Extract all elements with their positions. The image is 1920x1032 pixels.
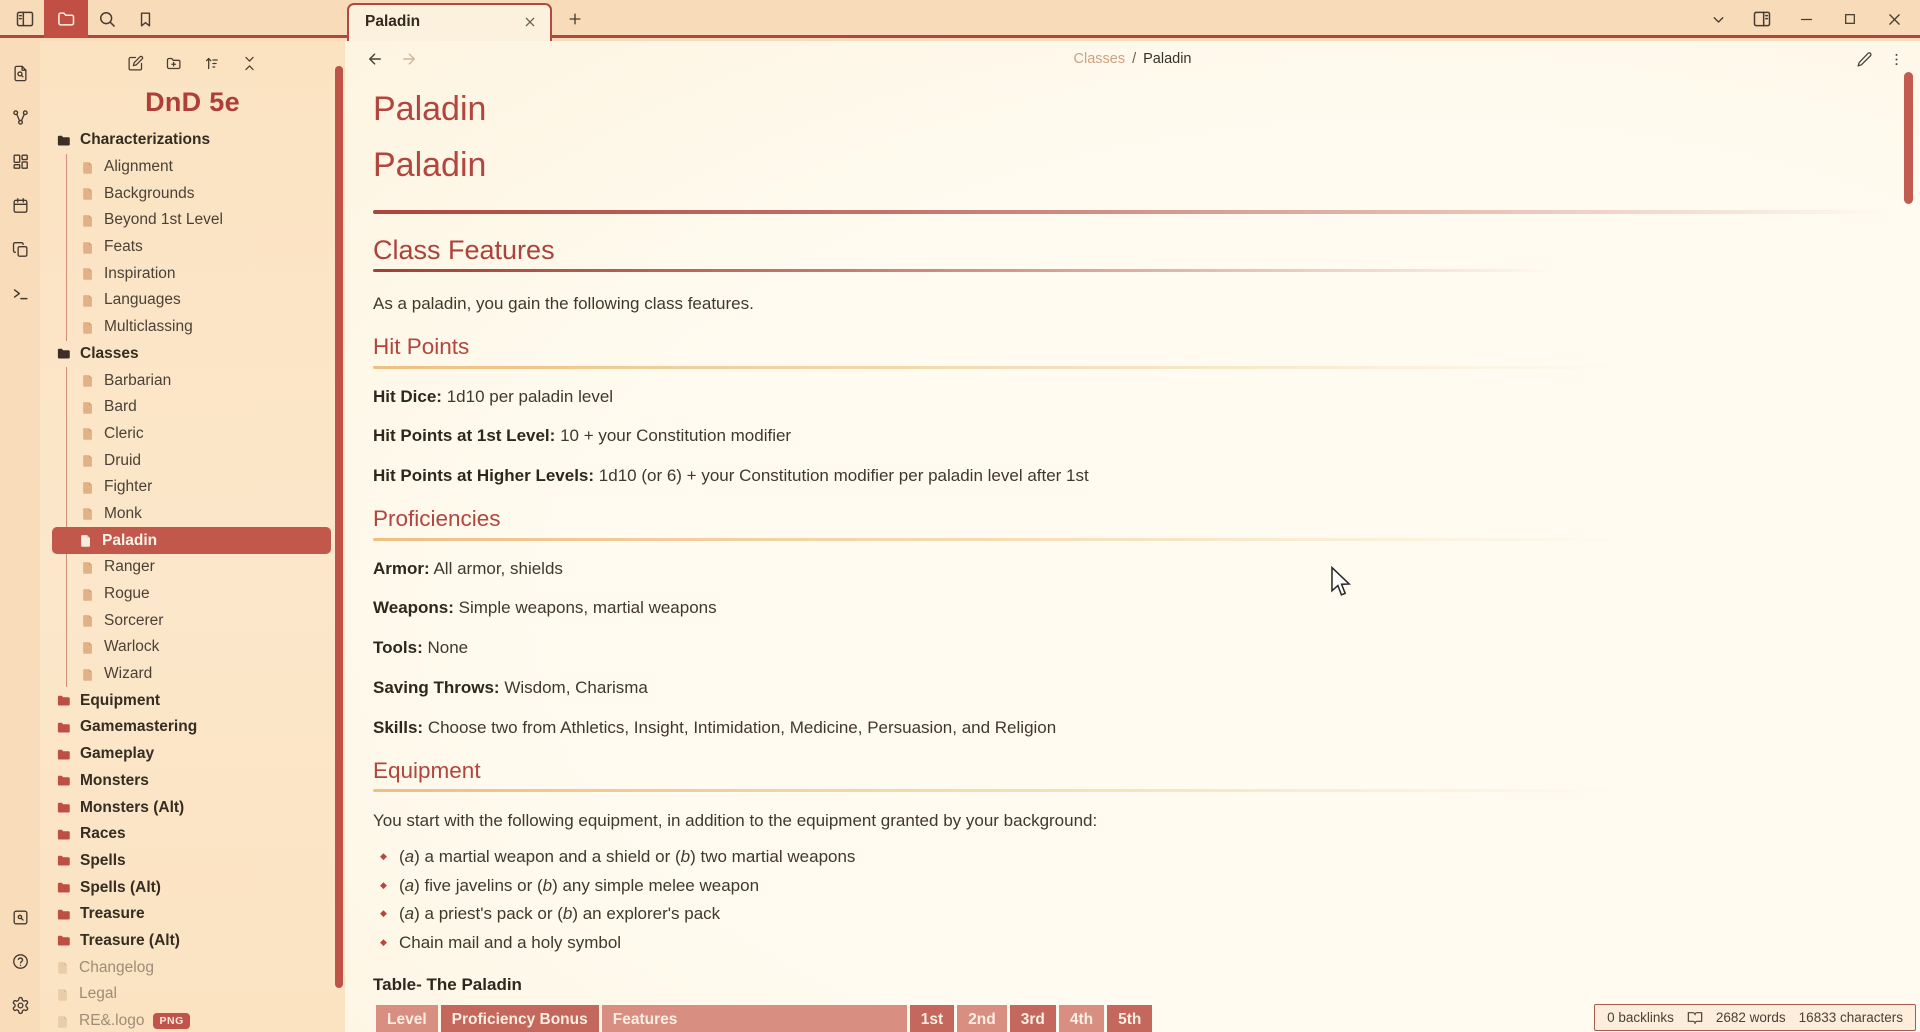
list-item-text: (a) five javelins or (b) any simple melee weapon xyxy=(399,875,760,895)
tree-item[interactable] xyxy=(66,180,331,207)
tree-item[interactable] xyxy=(48,741,331,768)
field-text: All armor, shields xyxy=(433,558,563,578)
tree-item[interactable] xyxy=(48,127,331,154)
tab-close-icon[interactable] xyxy=(522,14,538,30)
file-icon xyxy=(79,533,93,548)
folder-icon xyxy=(56,933,71,948)
hit-points-fields xyxy=(373,385,1892,488)
file-icon xyxy=(81,426,95,441)
field-text: Simple weapons, martial weapons xyxy=(458,598,717,618)
status-bar xyxy=(1594,1004,1916,1031)
table-header-cell: 1st xyxy=(910,1005,954,1032)
inline-title: Paladin xyxy=(373,90,487,128)
tree-item[interactable] xyxy=(66,607,331,634)
tree-item-label: Races xyxy=(80,825,126,843)
file-icon xyxy=(56,987,70,1002)
table-header-cell: 2nd xyxy=(957,1005,1007,1032)
tab-paladin[interactable] xyxy=(347,3,552,41)
breadcrumb-separator: / xyxy=(1132,51,1137,67)
collapse-all-icon[interactable] xyxy=(236,49,264,77)
titlebar-left-icons xyxy=(6,0,164,38)
tree-item-label: Spells xyxy=(80,851,126,869)
tree-item-label: Inspiration xyxy=(104,264,176,282)
equipment-list xyxy=(373,845,1892,955)
file-icon xyxy=(81,587,95,602)
note-content xyxy=(345,77,1920,1032)
h3-proficiencies: Proficiencies xyxy=(373,505,501,531)
file-icon xyxy=(81,400,95,415)
h2-class-features: Class Features xyxy=(373,235,555,266)
files-panel-folder-icon[interactable] xyxy=(44,0,88,38)
note-header xyxy=(345,41,1920,77)
h1-divider xyxy=(373,210,1892,214)
h2-divider xyxy=(373,269,1892,272)
breadcrumb-paladin[interactable]: Paladin xyxy=(1143,51,1192,67)
breadcrumb-classes[interactable]: Classes xyxy=(1073,51,1126,67)
vault-title: DnD 5e xyxy=(145,87,240,117)
nav-arrows xyxy=(361,45,423,73)
tree-item-label: Gameplay xyxy=(80,745,155,763)
tree-item[interactable] xyxy=(66,314,331,341)
file-icon xyxy=(81,160,95,175)
file-explorer-sidebar xyxy=(40,41,345,1032)
h3-divider xyxy=(373,366,1892,369)
paladin-table xyxy=(373,1005,1155,1032)
table-header-cell: 5th xyxy=(1107,1005,1152,1032)
canvas-cards-icon[interactable] xyxy=(3,144,37,178)
more-options-icon[interactable] xyxy=(1882,45,1910,73)
edit-mode-pencil-icon[interactable] xyxy=(1850,45,1878,73)
note-pane xyxy=(345,41,1920,1032)
maximize-button[interactable] xyxy=(1832,0,1868,38)
field-label: Hit Dice: xyxy=(373,386,442,406)
reading-mode-book-icon[interactable] xyxy=(1687,1010,1703,1026)
tree-item-label: Warlock xyxy=(104,638,160,656)
tree-item-label: Barbarian xyxy=(104,371,172,389)
tree-item-label: Alignment xyxy=(104,158,173,176)
field-line xyxy=(373,464,1892,488)
minimize-button[interactable] xyxy=(1788,0,1824,38)
h3-divider xyxy=(373,538,1892,541)
titlebar-right-controls xyxy=(1700,0,1912,38)
tab-title: Paladin xyxy=(365,13,421,30)
tree-item-label: Fighter xyxy=(104,478,153,496)
field-text: 1d10 (or 6) + your Constitution modifier per paladin level after 1st xyxy=(598,466,1089,486)
equipment-list-item xyxy=(373,845,1892,869)
tree-item-label: Languages xyxy=(104,291,181,309)
tree-item-label: RE&.logo xyxy=(79,1012,145,1030)
tree-item[interactable] xyxy=(48,874,331,901)
sidebar-scrollbar[interactable] xyxy=(335,66,343,988)
tree-item-label: Multiclassing xyxy=(104,318,193,336)
field-label: Tools: xyxy=(373,638,423,658)
field-text: 10 + your Constitution modifier xyxy=(560,426,792,446)
tree-item-label: Ranger xyxy=(104,558,155,576)
file-icon xyxy=(81,266,95,281)
vault-switcher-icon[interactable] xyxy=(3,900,37,934)
tree-item-label: Bard xyxy=(104,398,137,416)
folder-icon xyxy=(56,907,71,922)
field-line xyxy=(373,636,1892,660)
tree-item-label: Druid xyxy=(104,451,142,469)
file-icon xyxy=(81,453,95,468)
tree-item-label: Legal xyxy=(79,985,117,1003)
tree-item-label: Feats xyxy=(104,238,143,256)
field-label: Saving Throws: xyxy=(373,677,500,697)
tree-item[interactable] xyxy=(66,501,331,528)
close-window-button[interactable] xyxy=(1876,0,1912,38)
field-label: Armor: xyxy=(373,558,430,578)
tree-item-label: Treasure xyxy=(80,905,145,923)
new-tab-button[interactable] xyxy=(556,0,594,38)
tree-item-label: Beyond 1st Level xyxy=(104,211,223,229)
settings-gear-icon[interactable] xyxy=(3,988,37,1022)
folder-icon xyxy=(56,800,71,815)
tree-item[interactable] xyxy=(48,954,331,981)
field-label: Weapons: xyxy=(373,598,454,618)
field-line xyxy=(373,716,1892,740)
tree-item-label: Gamemastering xyxy=(80,718,198,736)
tree-item[interactable] xyxy=(48,981,331,1008)
folder-icon xyxy=(56,346,71,361)
right-sidebar-toggle-icon[interactable] xyxy=(1744,0,1780,38)
table-header-cell: Level xyxy=(376,1005,438,1032)
field-line xyxy=(373,596,1892,620)
file-icon xyxy=(81,240,95,255)
folder-icon xyxy=(56,747,71,762)
tree-item-label: Equipment xyxy=(80,691,161,709)
tree-item-label: Cleric xyxy=(104,424,144,442)
left-sidebar-toggle-icon[interactable] xyxy=(6,0,44,38)
field-text: Wisdom, Charisma xyxy=(504,677,648,697)
tree-item[interactable] xyxy=(52,527,331,554)
file-icon xyxy=(56,1014,70,1029)
file-icon xyxy=(81,613,95,628)
tree-item[interactable] xyxy=(66,207,331,234)
tree-item-label: Backgrounds xyxy=(104,184,195,202)
tree-item[interactable] xyxy=(48,768,331,795)
list-item-text: (a) a priest's pack or (b) an explorer's pack xyxy=(399,904,721,924)
equipment-list-item xyxy=(373,902,1892,926)
search-icon[interactable] xyxy=(88,0,126,38)
tree-item[interactable] xyxy=(48,821,331,848)
tree-item-label: Monk xyxy=(104,504,142,522)
quick-switcher-file-search-icon[interactable] xyxy=(3,56,37,90)
field-text: None xyxy=(427,638,469,658)
file-icon xyxy=(81,560,95,575)
tree-item[interactable] xyxy=(48,1008,331,1032)
proficiencies-fields xyxy=(373,557,1892,740)
breadcrumb xyxy=(1074,51,1192,67)
tree-item[interactable] xyxy=(66,421,331,448)
tree-item-label: Characterizations xyxy=(80,131,211,149)
intro-paragraph: As a paladin, you gain the following class features. xyxy=(373,294,754,314)
tree-item[interactable] xyxy=(66,661,331,688)
tree-item[interactable] xyxy=(66,634,331,661)
tree-item[interactable] xyxy=(48,848,331,875)
field-line xyxy=(373,424,1892,448)
tree-item-label: Wizard xyxy=(104,665,153,683)
explorer-actions xyxy=(40,49,345,77)
note-header-actions xyxy=(1850,45,1910,73)
tree-item[interactable] xyxy=(66,394,331,421)
file-icon xyxy=(81,640,95,655)
file-icon xyxy=(81,320,95,335)
back-arrow-icon[interactable] xyxy=(361,45,389,73)
calendar-icon[interactable] xyxy=(3,188,37,222)
tree-item[interactable] xyxy=(66,367,331,394)
file-icon xyxy=(81,213,95,228)
note-scrollbar[interactable] xyxy=(1904,72,1913,204)
titlebar xyxy=(0,0,1920,38)
tree-item-label: Classes xyxy=(80,344,139,362)
list-item-text: (a) a martial weapon and a shield or (b) two martial weapons xyxy=(399,846,856,866)
tree-item[interactable] xyxy=(66,154,331,181)
h3-hit-points: Hit Points xyxy=(373,334,470,360)
left-ribbon xyxy=(0,41,40,1032)
file-icon xyxy=(81,667,95,682)
field-line xyxy=(373,385,1892,409)
table-label: Table- The Paladin xyxy=(373,975,522,995)
field-line xyxy=(373,676,1892,700)
tree-item[interactable] xyxy=(66,581,331,608)
tree-item-label: Monsters (Alt) xyxy=(80,798,185,816)
field-label: Skills: xyxy=(373,717,424,737)
file-tree xyxy=(48,127,331,1032)
tree-item-label: Rogue xyxy=(104,585,150,603)
forward-arrow-icon[interactable] xyxy=(395,45,423,73)
tree-item-label: Sorcerer xyxy=(104,611,164,629)
file-extension-badge: PNG xyxy=(153,1013,189,1030)
tree-item-label: Spells (Alt) xyxy=(80,878,161,896)
folder-icon xyxy=(56,827,71,842)
help-icon[interactable] xyxy=(3,944,37,978)
app-body xyxy=(0,41,1920,1032)
equipment-list-item xyxy=(373,874,1892,898)
tree-item[interactable] xyxy=(66,474,331,501)
file-icon xyxy=(81,373,95,388)
graph-view-icon[interactable] xyxy=(3,100,37,134)
folder-icon xyxy=(56,853,71,868)
new-note-icon[interactable] xyxy=(122,49,150,77)
folder-icon xyxy=(56,693,71,708)
tree-item[interactable] xyxy=(66,554,331,581)
file-icon xyxy=(81,186,95,201)
tree-item[interactable] xyxy=(48,714,331,741)
equipment-intro: You start with the following equipment, in addition to the equipment granted by your background: xyxy=(373,811,1098,831)
folder-icon xyxy=(56,720,71,735)
character-count[interactable]: 16833 characters xyxy=(1798,1010,1903,1025)
new-folder-icon[interactable] xyxy=(160,49,188,77)
tab-list-chevron-down-icon[interactable] xyxy=(1700,0,1736,38)
terminal-icon[interactable] xyxy=(3,276,37,310)
file-icon xyxy=(81,506,95,521)
templates-copy-icon[interactable] xyxy=(3,232,37,266)
folder-icon xyxy=(56,880,71,895)
tree-item-label: Paladin xyxy=(102,531,158,549)
list-item-text: Chain mail and a holy symbol xyxy=(399,933,622,953)
equipment-list-item xyxy=(373,931,1892,955)
h1-paladin: Paladin xyxy=(373,146,487,185)
table-header-cell: Proficiency Bonus xyxy=(441,1005,599,1032)
word-count[interactable]: 2682 words xyxy=(1715,1010,1786,1025)
table-header-row xyxy=(376,1005,1152,1032)
tree-item[interactable] xyxy=(66,260,331,287)
tree-item[interactable] xyxy=(66,447,331,474)
tree-item-label: Changelog xyxy=(79,958,154,976)
table-header-cell: 4th xyxy=(1059,1005,1104,1032)
backlinks-count[interactable]: 0 backlinks xyxy=(1607,1010,1674,1025)
table-header-cell: 3rd xyxy=(1010,1005,1056,1032)
h3-divider xyxy=(373,789,1892,792)
bookmark-icon[interactable] xyxy=(126,0,164,38)
tree-item[interactable] xyxy=(48,928,331,955)
tree-item[interactable] xyxy=(48,901,331,928)
field-text: Choose two from Athletics, Insight, Intimidation, Medicine, Persuasion, and Religion xyxy=(427,717,1057,737)
tree-item-label: Treasure (Alt) xyxy=(80,931,180,949)
tree-item[interactable] xyxy=(66,234,331,261)
tree-item-label: Monsters xyxy=(80,771,149,789)
field-label: Hit Points at Higher Levels: xyxy=(373,466,595,486)
h3-equipment: Equipment xyxy=(373,757,481,783)
field-line xyxy=(373,557,1892,581)
folder-icon xyxy=(56,773,71,788)
tree-item[interactable] xyxy=(48,687,331,714)
table-header-cell: Features xyxy=(602,1005,907,1032)
tree-item[interactable] xyxy=(48,794,331,821)
field-text: 1d10 per paladin level xyxy=(446,386,614,406)
tree-item[interactable] xyxy=(66,287,331,314)
file-icon xyxy=(56,960,70,975)
field-label: Hit Points at 1st Level: xyxy=(373,426,556,446)
file-icon xyxy=(81,293,95,308)
folder-icon xyxy=(56,133,71,148)
file-icon xyxy=(81,480,95,495)
sort-order-icon[interactable] xyxy=(198,49,226,77)
tree-item[interactable] xyxy=(48,341,331,368)
